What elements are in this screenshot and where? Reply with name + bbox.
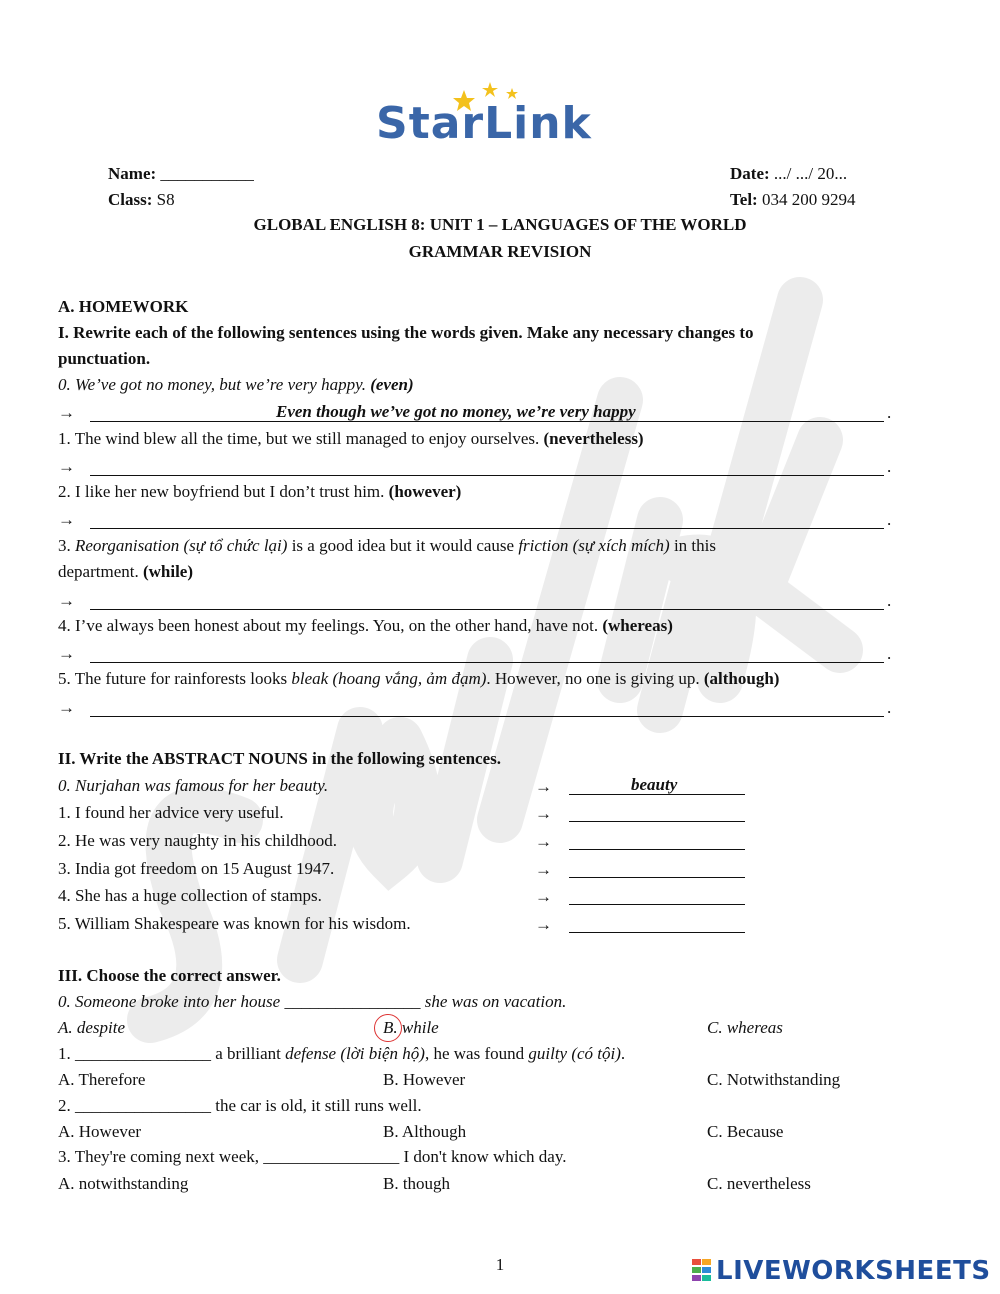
arrow-icon: → xyxy=(535,915,552,934)
line-period: . xyxy=(887,698,892,717)
arrow-icon: → xyxy=(535,887,552,906)
line-period: . xyxy=(887,403,892,422)
noun-question-3: 3. India got freedom on 15 August 1947. xyxy=(58,859,335,878)
arrow-icon: → xyxy=(58,403,75,422)
part-i-instruction-cont: punctuation. xyxy=(58,349,151,368)
arrow-icon: → xyxy=(58,644,75,663)
part-i-example: 0. We’ve got no money, but we’re very happy. (even) xyxy=(58,375,414,394)
noun-question-1: 1. I found her advice very useful. xyxy=(58,803,284,822)
noun-input-4[interactable] xyxy=(569,884,745,905)
name-field: Name: ___________ xyxy=(108,164,254,183)
rewrite-question-1: 1. The wind blew all the time, but we still managed to enjoy ourselves. (nevertheless) xyxy=(58,429,644,448)
document-subtitle: GRAMMAR REVISION xyxy=(408,242,592,261)
q3-option-b[interactable]: B. though xyxy=(383,1174,451,1193)
choice-question-2: 2. ________________ the car is old, it still runs well. xyxy=(58,1096,422,1115)
answer-input-4[interactable] xyxy=(90,642,884,663)
page-number: 1 xyxy=(495,1255,505,1274)
noun-input-3[interactable] xyxy=(569,857,745,878)
noun-question-2: 2. He was very naughty in his childhood. xyxy=(58,831,338,850)
q1-option-a[interactable]: A. Therefore xyxy=(58,1070,146,1089)
answer-input-3[interactable] xyxy=(90,589,884,610)
part-i-instruction: I. Rewrite each of the following sentences using the words given. Make any necessary changes to xyxy=(58,323,754,342)
tel-field: Tel: 034 200 9294 xyxy=(730,190,856,209)
part-ii-example: 0. Nurjahan was famous for her beauty. xyxy=(58,776,329,795)
class-field: Class: S8 xyxy=(108,190,175,209)
answer-input-1[interactable] xyxy=(90,455,884,476)
part-iii-heading: III. Choose the correct answer. xyxy=(58,966,281,985)
arrow-icon: → xyxy=(535,832,552,851)
arrow-icon: → xyxy=(535,860,552,879)
answer-input-2[interactable] xyxy=(90,508,884,529)
rewrite-question-2: 2. I like her new boyfriend but I don’t trust him. (however) xyxy=(58,482,462,501)
noun-input-5[interactable] xyxy=(569,912,745,933)
q1-option-c[interactable]: C. Notwithstanding xyxy=(707,1070,841,1089)
document-title: GLOBAL ENGLISH 8: UNIT 1 – LANGUAGES OF THE WORLD xyxy=(253,215,747,234)
line-period: . xyxy=(887,644,892,663)
line-period: . xyxy=(887,457,892,476)
selected-answer-circle-icon xyxy=(374,1014,402,1042)
q2-option-b[interactable]: B. Although xyxy=(383,1122,467,1141)
part-iii-example: 0. Someone broke into her house ________________ she was on vacation. xyxy=(58,992,567,1011)
q2-option-c[interactable]: C. Because xyxy=(707,1122,784,1141)
noun-input-2[interactable] xyxy=(569,829,745,850)
noun-input-1[interactable] xyxy=(569,801,745,822)
line-period: . xyxy=(887,591,892,610)
starlink-logo xyxy=(376,80,596,150)
part-ii-heading: II. Write the ABSTRACT NOUNS in the following sentences. xyxy=(58,749,501,768)
example-noun-answer: beauty xyxy=(631,775,678,794)
example-answer: Even though we’ve got no money, we’re very happy xyxy=(276,402,636,421)
answer-input-5[interactable] xyxy=(90,696,884,717)
arrow-icon: → xyxy=(535,777,552,796)
date-field: Date: .../ .../ 20... xyxy=(730,164,848,183)
q3-option-a[interactable]: A. notwithstanding xyxy=(58,1174,189,1193)
section-a-heading: A. HOMEWORK xyxy=(58,297,189,316)
q3-option-c[interactable]: C. nevertheless xyxy=(707,1174,811,1193)
example-option-a: A. despite xyxy=(58,1018,126,1037)
arrow-icon: → xyxy=(58,698,75,717)
rewrite-question-4: 4. I’ve always been honest about my feelings. You, on the other hand, have not. (whereas) xyxy=(58,616,673,635)
q1-option-b[interactable]: B. However xyxy=(383,1070,466,1089)
rewrite-question-3: 3. Reorganisation (sự tổ chức lại) is a good idea but it would cause friction (sự xích mích) in this xyxy=(58,536,716,555)
noun-question-5: 5. William Shakespeare was known for his wisdom. xyxy=(58,914,411,933)
liveworksheets-icon xyxy=(692,1259,712,1281)
q2-option-a[interactable]: A. However xyxy=(58,1122,142,1141)
arrow-icon: → xyxy=(58,591,75,610)
liveworksheets-brand: LIVEWORKSHEETS xyxy=(716,1256,991,1286)
choice-question-3: 3. They're coming next week, ________________ I don't know which day. xyxy=(58,1147,567,1166)
arrow-icon: → xyxy=(58,457,75,476)
line-period: . xyxy=(887,510,892,529)
example-option-c: C. whereas xyxy=(707,1018,783,1037)
example-option-b: B. while xyxy=(383,1018,439,1037)
noun-question-4: 4. She has a huge collection of stamps. xyxy=(58,886,322,905)
rewrite-question-5: 5. The future for rainforests looks bleak (hoang vắng, ảm đạm). However, no one is giving up. (although) xyxy=(58,669,780,688)
logo-text: StarLink xyxy=(376,98,592,149)
choice-question-1: 1. ________________ a brilliant defense (lời biện hộ), he was found guilty (có tội). xyxy=(58,1044,626,1063)
arrow-icon: → xyxy=(58,510,75,529)
rewrite-question-3-cont: department. (while) xyxy=(58,562,194,581)
arrow-icon: → xyxy=(535,804,552,823)
